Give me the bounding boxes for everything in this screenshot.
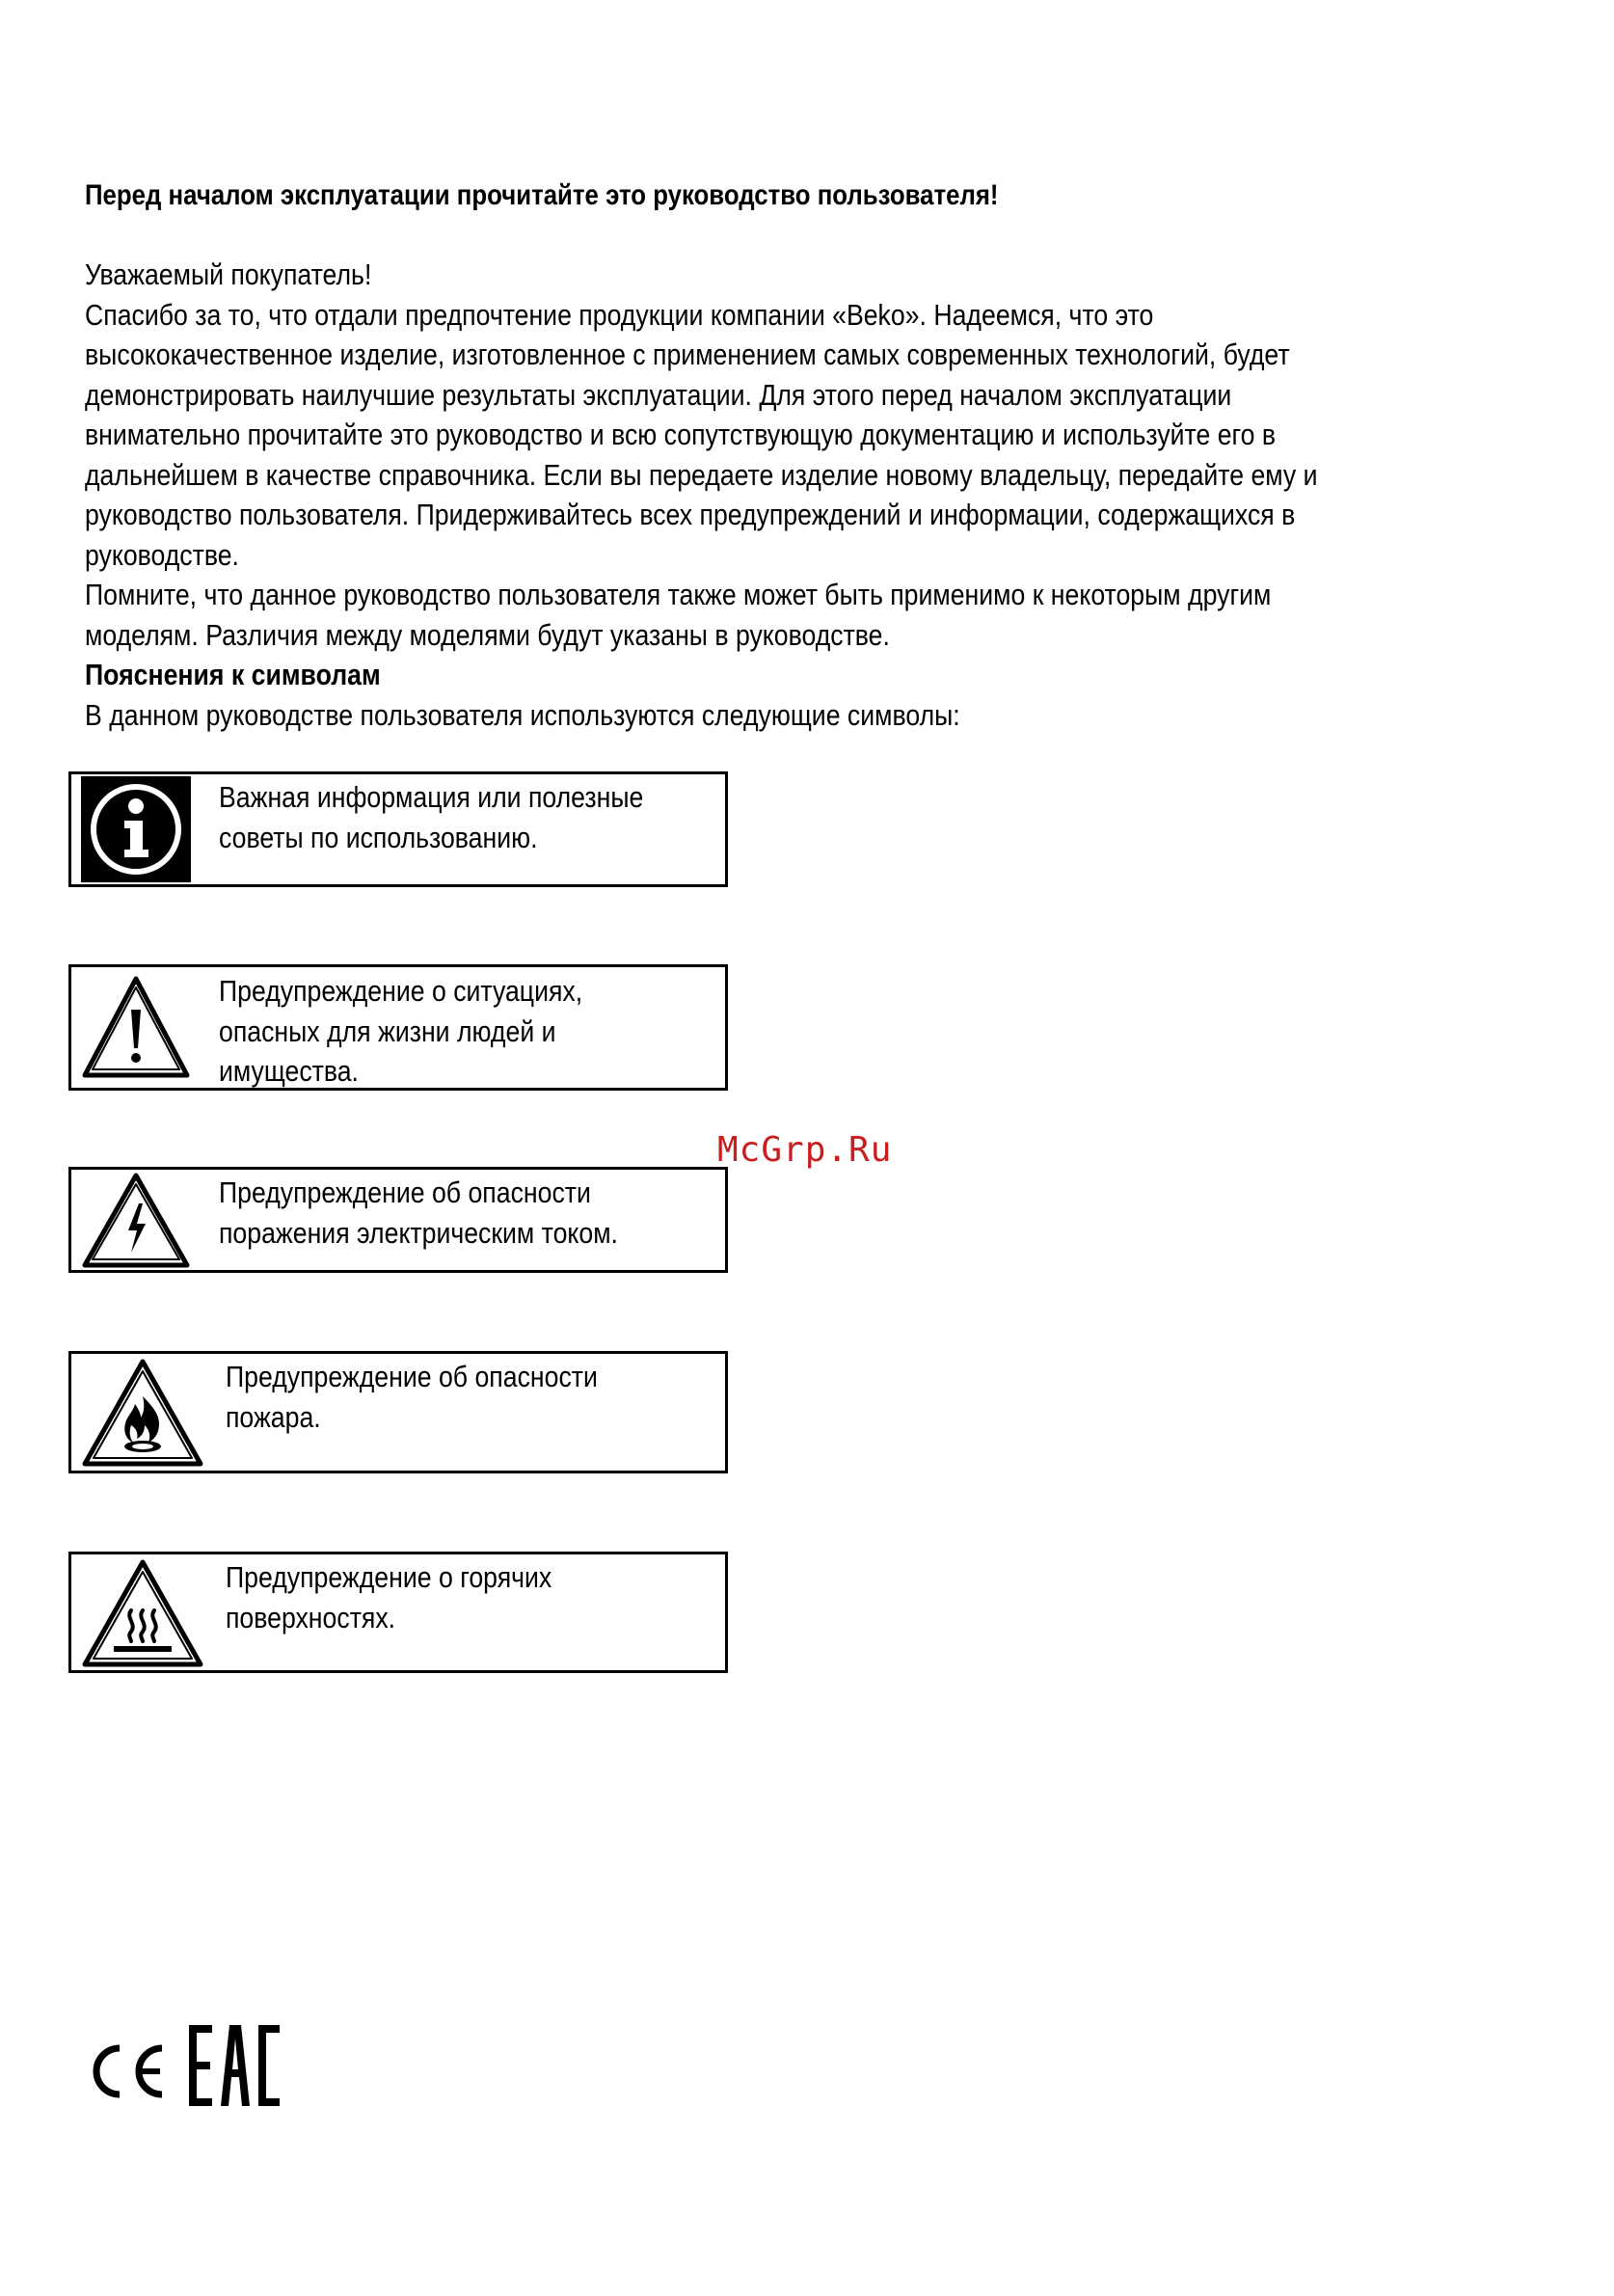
intro-line: высококачественное изделие, изготовленное с применением самых современных технологий, будет [85,338,1290,371]
symbols-heading: Пояснения к символам [85,658,381,691]
symbol-description: Важная информация или полезные советы по использованию. [219,780,644,854]
symbol-description: Предупреждение об опасности поражения электрическим током. [219,1175,618,1250]
symbol-box-warning [68,964,728,1091]
symbol-box-hot-surface [68,1552,728,1673]
eac-mark-icon [189,2025,280,2106]
ce-mark-icon [96,2048,162,2094]
intro-line: дальнейшем в качестве справочника. Если вы передаете изделие новому владельцу, передайте ему и [85,457,1318,492]
symbol-description: Предупреждение о горячих поверхностях. [226,1560,552,1634]
symbol-box-info [68,771,728,887]
symbols-intro: В данном руководстве пользователя используются следующие символы: [85,697,960,732]
intro-line: Спасибо за то, что отдали предпочтение продукции компании «Beko». Надеемся, что это [85,297,1154,332]
warning-icon [81,975,191,1083]
symbol-box-fire [68,1351,728,1473]
note-line: моделям. Различия между моделями будут указаны в руководстве. [85,617,890,652]
certification-marks [81,2021,303,2113]
intro-line: демонстрировать наилучшие результаты эксплуатации. Для этого перед началом эксплуатации [85,377,1232,412]
intro-text [85,255,1412,735]
intro-line: внимательно прочитайте это руководство и всю сопутствующую документацию и используйте его в [85,418,1277,451]
symbol-box-electric [68,1167,728,1273]
symbol-description: Предупреждение об опасности пожара. [226,1360,598,1434]
symbol-description: Предупреждение о ситуациях, опасных для жизни людей и имущества. [219,974,583,1088]
greeting: Уважаемый покупатель! [85,257,372,291]
hot-surface-icon [81,1558,204,1670]
note-line: Помните, что данное руководство пользователя также может быть применимо к некоторым другим [85,578,1272,611]
page-title: Перед началом эксплуатации прочитайте это руководство пользователя! [85,179,999,211]
fire-icon [81,1358,204,1470]
electric-shock-icon [81,1172,191,1272]
watermark: McGrp.Ru [717,1130,893,1170]
intro-line: руководство пользователя. Придерживайтесь всех предупреждений и информации, содержащихся в [85,498,1296,531]
info-icon [81,776,191,882]
intro-line: руководстве. [85,537,239,572]
